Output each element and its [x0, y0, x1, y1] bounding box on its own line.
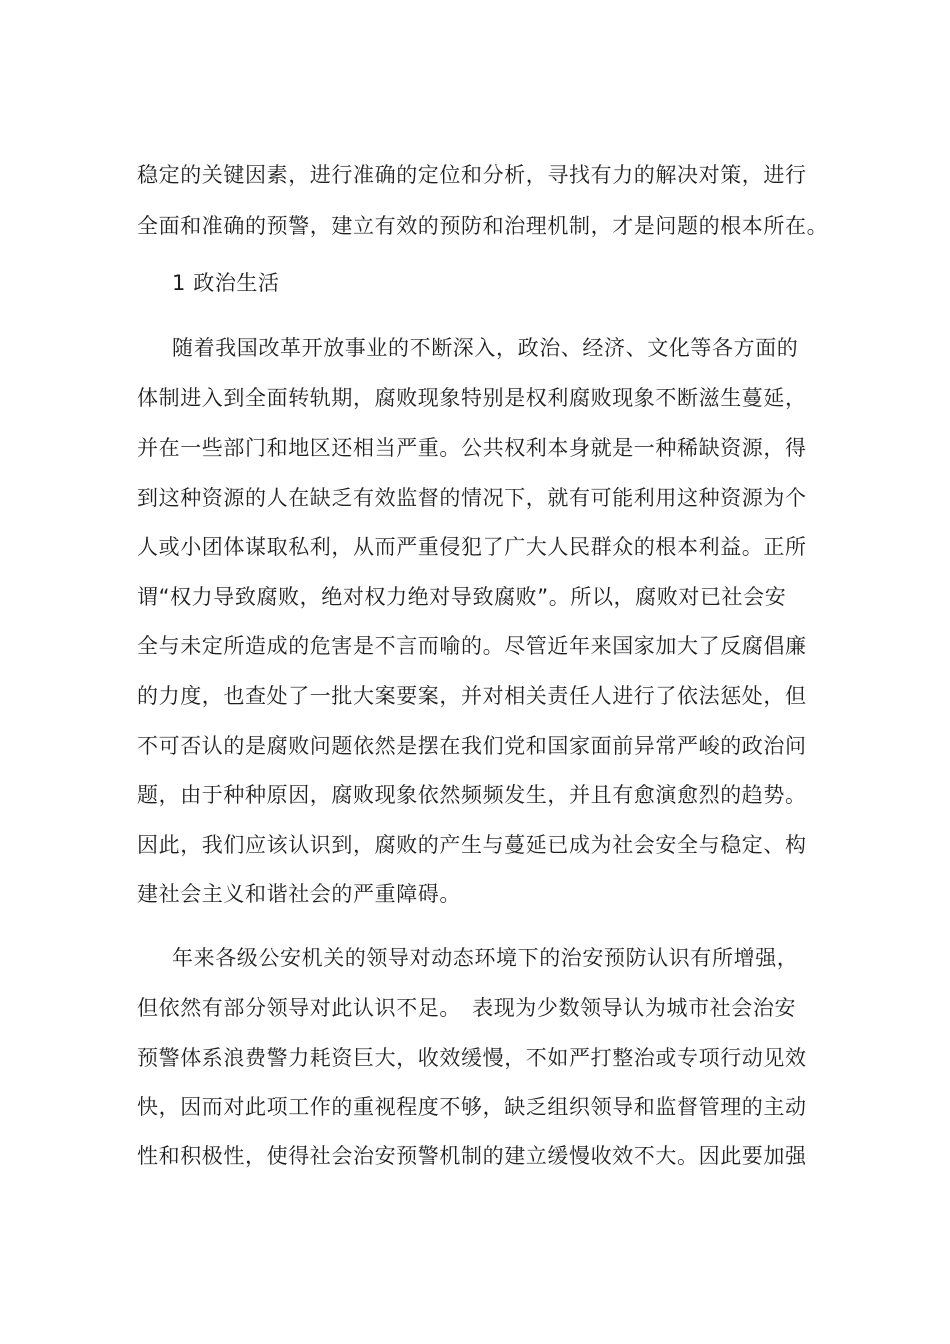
body-line: 到这种资源的人在缺乏有效监督的情况下，就有可能利用这种资源为个 [137, 486, 807, 510]
body-line: 不可否认的是腐败问题依然是摆在我们党和国家面前异常严峻的政治问 [137, 734, 807, 758]
body-line: 体制进入到全面转轨期，腐败现象特别是权利腐败现象不断滋生蔓延， [137, 386, 807, 410]
body-line: 建社会主义和谐社会的严重障碍。 [137, 882, 461, 906]
body-line: 预警体系浪费警力耗资巨大，收效缓慢，不如严打整治或专项行动见效 [137, 1046, 807, 1070]
body-line: 年来各级公安机关的领导对动态环境下的治安预防认识有所增强， [172, 946, 799, 970]
body-line: 全面和准确的预警，建立有效的预防和治理机制，才是问题的根本所在。 [137, 214, 829, 238]
body-line: 性和积极性，使得社会治安预警机制的建立缓慢收效不大。因此要加强 [137, 1144, 807, 1168]
body-line: 全与未定所造成的危害是不言而喻的。尽管近年来国家加大了反腐倡廉 [137, 634, 807, 658]
body-line: 并在一些部门和地区还相当严重。公共权利本身就是一种稀缺资源，得 [137, 436, 807, 460]
body-line: 快，因而对此项工作的重视程度不够，缺乏组织领导和监督管理的主动 [137, 1095, 807, 1119]
body-line: 人或小团体谋取私利，从而严重侵犯了广大人民群众的根本利益。正所 [137, 535, 807, 559]
body-line: 题，由于种种原因，腐败现象依然频频发生，并且有愈演愈烈的趋势。 [137, 783, 807, 807]
body-line: 的力度，也查处了一批大案要案，并对相关责任人进行了依法惩处，但 [137, 684, 807, 708]
body-line: 谓“权力导致腐败，绝对权力绝对导致腐败”。所以，腐败对已社会安 [137, 585, 787, 609]
body-line: 稳定的关键因素，进行准确的定位和分析，寻找有力的解决对策，进行 [137, 163, 807, 187]
body-line: 随着我国改革开放事业的不断深入，政治、经济、文化等各方面的 [172, 336, 799, 360]
body-line: 因此，我们应该认识到，腐败的产生与蔓延已成为社会安全与稳定、构 [137, 833, 807, 857]
body-line: 但依然有部分领导对此认识不足。 表现为少数领导认为城市社会治安 [137, 996, 797, 1020]
section-heading: 1 政治生活 [172, 271, 280, 295]
